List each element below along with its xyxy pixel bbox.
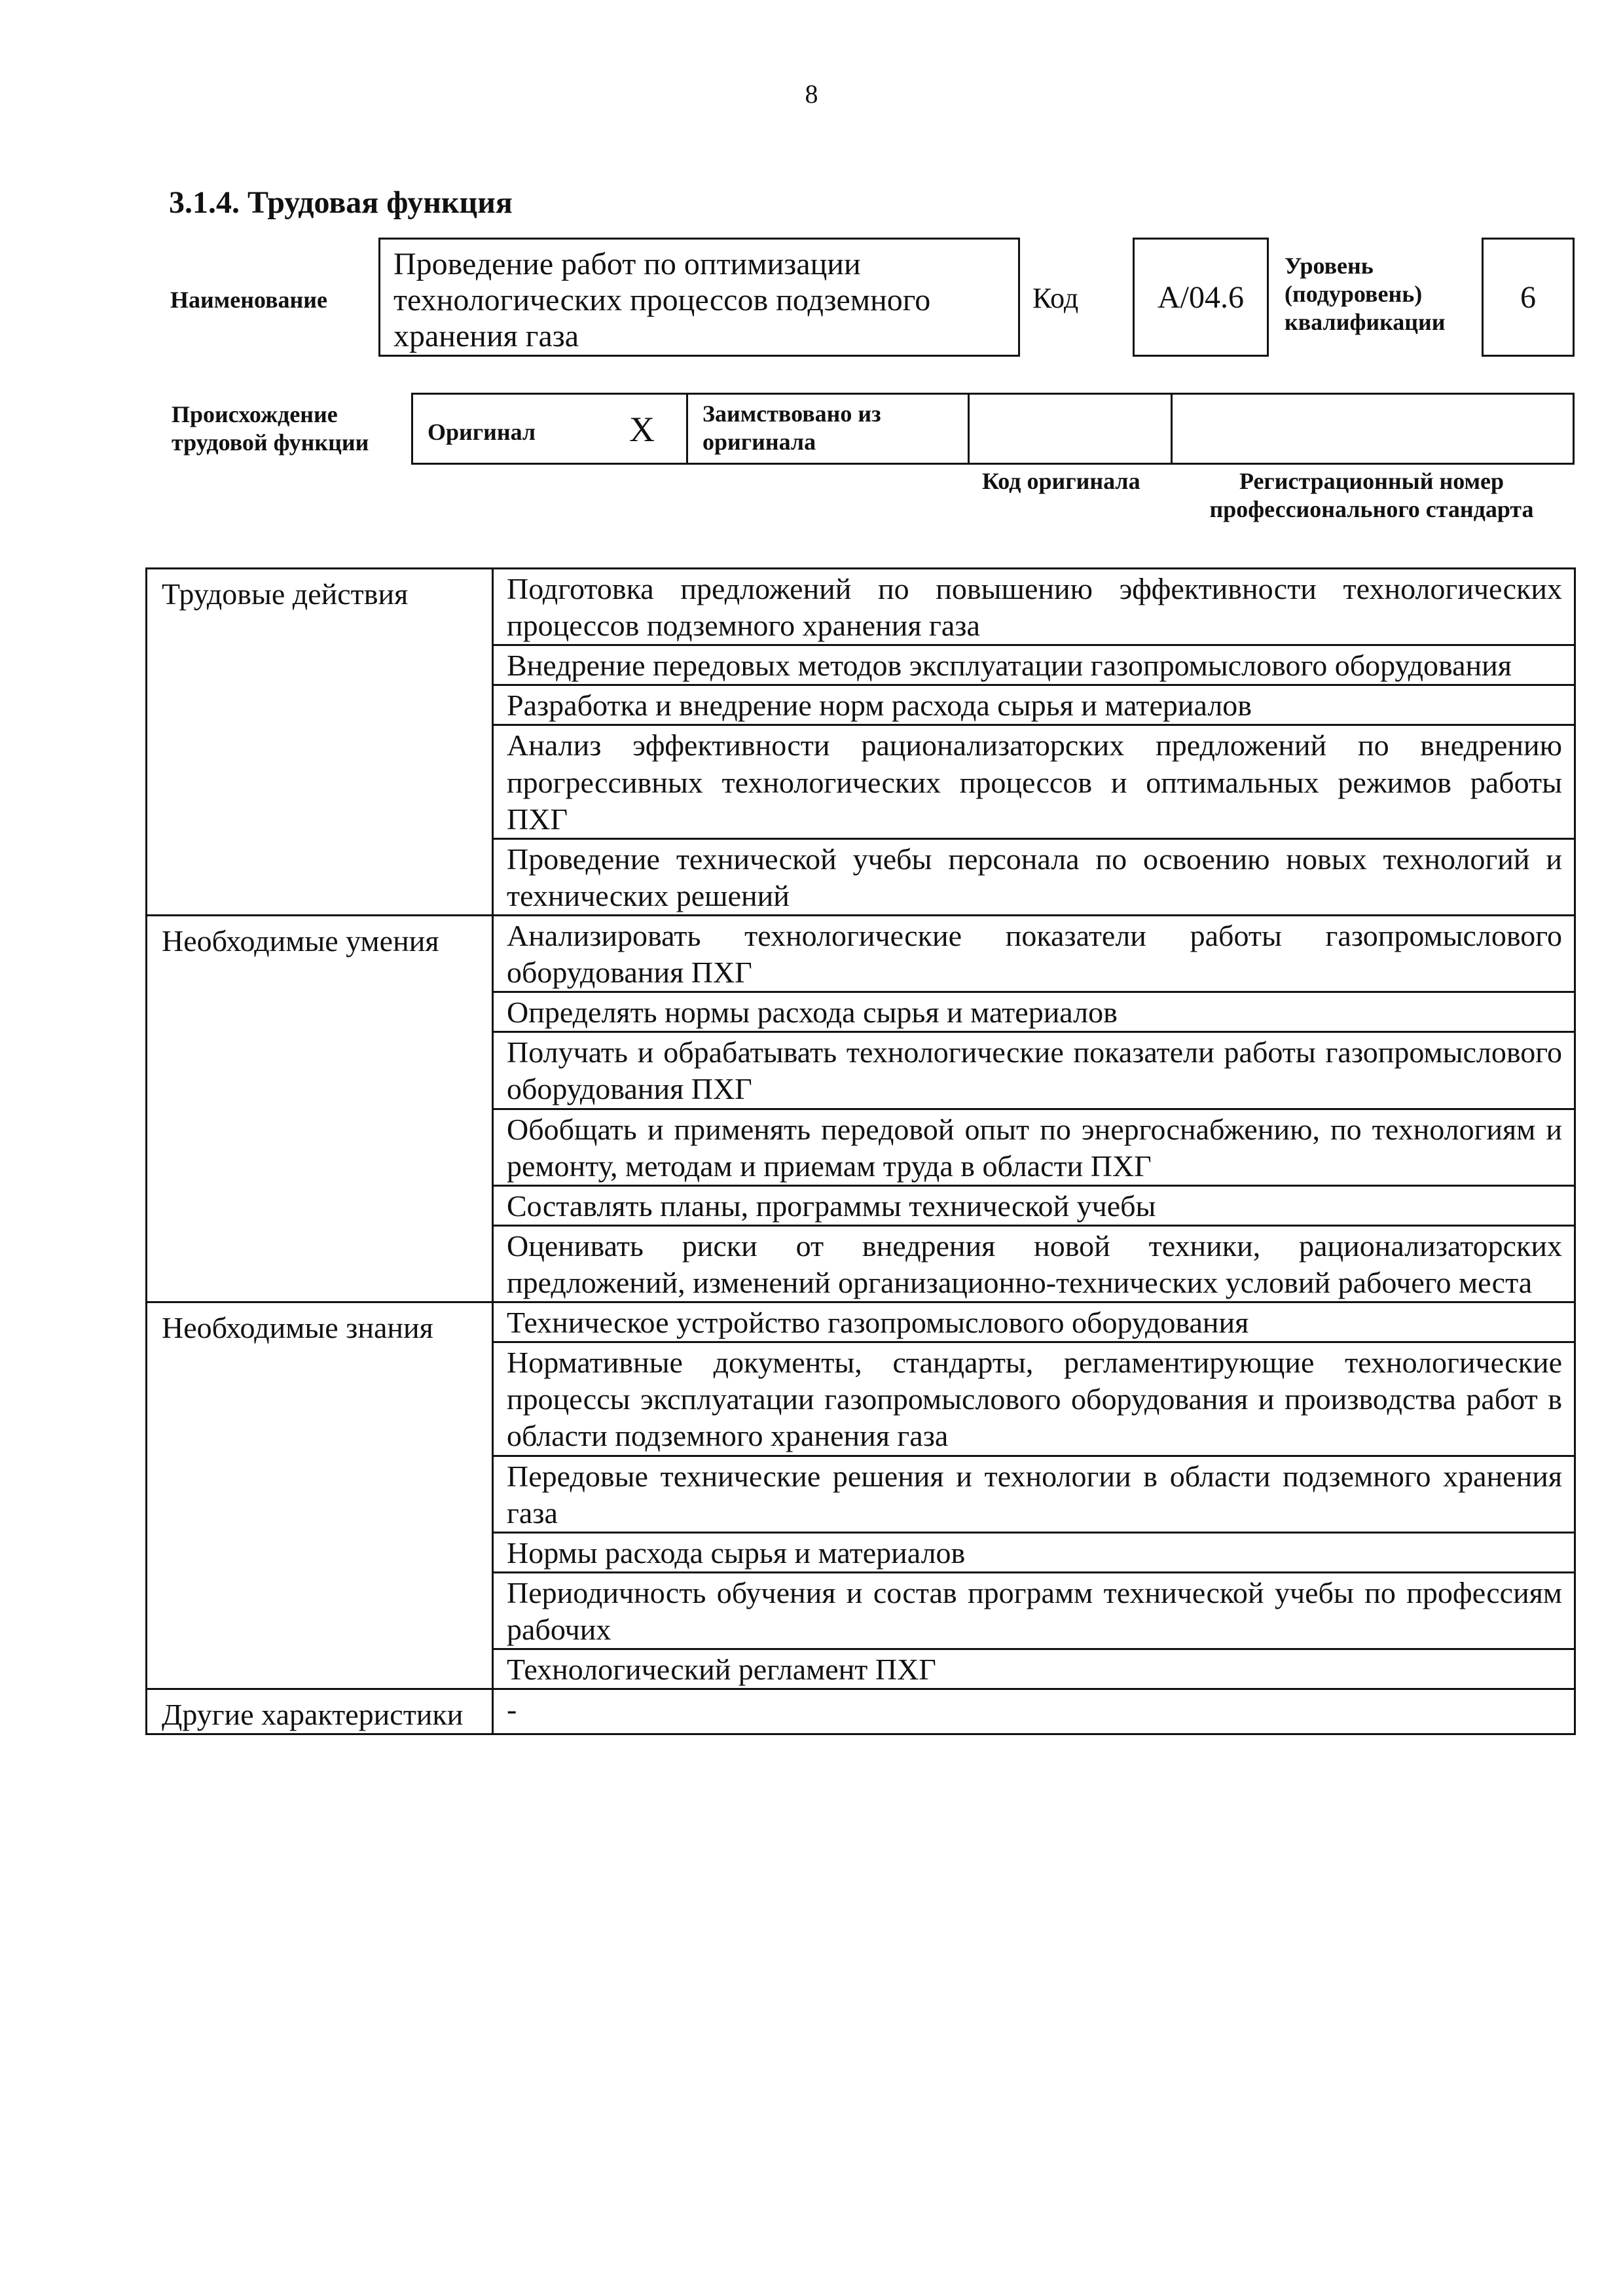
level-value-box xyxy=(1482,238,1575,357)
code-value-box xyxy=(1133,238,1269,357)
section-item: Разработка и внедрение норм расхода сырья и материалов xyxy=(493,685,1575,725)
table-row xyxy=(147,569,1575,645)
section-item: Периодичность обучения и состав программ технической учебы по профессиям рабочих xyxy=(493,1572,1575,1649)
section-item: Нормативные документы, стандарты, регламентирующие технологические процессы эксплуатации газопромыслового оборудования и производства работ в области подземного хранения газа xyxy=(493,1342,1575,1456)
code-value: A/04.6 xyxy=(1158,279,1244,315)
level-value: 6 xyxy=(1520,279,1536,315)
origin-table xyxy=(411,393,1575,465)
original-mark: X xyxy=(629,410,655,449)
table-row xyxy=(147,1689,1575,1734)
section-item: Оценивать риски от внедрения новой техники, рационализаторских предложений, изменений организационно-технических условий рабочего места xyxy=(493,1225,1575,1302)
section-item: Нормы расхода сырья и материалов xyxy=(493,1532,1575,1572)
origin-label: Происхождение трудовой функции xyxy=(172,401,369,456)
reg-number-caption: Регистрационный номер профессионального стандарта xyxy=(1209,468,1534,523)
origin-code-cell xyxy=(970,395,1173,463)
borrowed-label: Заимствовано из оригинала xyxy=(702,401,881,456)
section-item: - xyxy=(493,1689,1575,1734)
section-item: Анализировать технологические показатели работы газопромыслового оборудования ПХГ xyxy=(493,915,1575,992)
section-label: Другие характеристики xyxy=(147,1689,493,1734)
section-title: 3.1.4. Трудовая функция xyxy=(169,185,513,220)
section-item: Анализ эффективности рационализаторских предложений по внедрению прогрессивных технологических процессов и оптимальных режимов работы ПХГ xyxy=(493,725,1575,838)
name-value-box xyxy=(378,238,1020,357)
section-label: Необходимые умения xyxy=(147,915,493,1302)
section-item: Определять нормы расхода сырья и материалов xyxy=(493,992,1575,1032)
section-item: Обобщать и применять передовой опыт по энергоснабжению, по технологиям и ремонту, методам и приемам труда в области ПХГ xyxy=(493,1109,1575,1185)
code-label: Код xyxy=(1032,282,1079,314)
section-label: Необходимые знания xyxy=(147,1302,493,1689)
name-value: Проведение работ по оптимизации технологических процессов подземного хранения газа xyxy=(393,247,931,354)
function-details-table xyxy=(145,567,1576,1735)
table-row xyxy=(147,1302,1575,1342)
section-item: Внедрение передовых методов эксплуатации газопромыслового оборудования xyxy=(493,645,1575,685)
original-label: Оригинал xyxy=(428,419,536,445)
section-item: Передовые технические решения и технологии в области подземного хранения газа xyxy=(493,1456,1575,1532)
name-label: Наименование xyxy=(170,287,327,313)
code-original-caption: Код оригинала xyxy=(982,468,1140,494)
origin-reg-cell xyxy=(1173,395,1573,463)
section-label: Трудовые действия xyxy=(147,569,493,916)
origin-original-cell xyxy=(413,395,688,463)
origin-borrowed-cell xyxy=(688,395,970,463)
level-label: Уровень (подуровень) квалификации xyxy=(1285,253,1446,336)
table-row xyxy=(147,915,1575,992)
section-item: Проведение технической учебы персонала по освоению новых технологий и технических решений xyxy=(493,838,1575,915)
section-item: Получать и обрабатывать технологические показатели работы газопромыслового оборудования ПХГ xyxy=(493,1032,1575,1109)
section-item: Техническое устройство газопромыслового оборудования xyxy=(493,1302,1575,1342)
section-item: Технологический регламент ПХГ xyxy=(493,1649,1575,1689)
page-number: 8 xyxy=(805,79,818,109)
section-item: Составлять планы, программы технической учебы xyxy=(493,1185,1575,1225)
section-item: Подготовка предложений по повышению эффективности технологических процессов подземного хранения газа xyxy=(493,569,1575,645)
